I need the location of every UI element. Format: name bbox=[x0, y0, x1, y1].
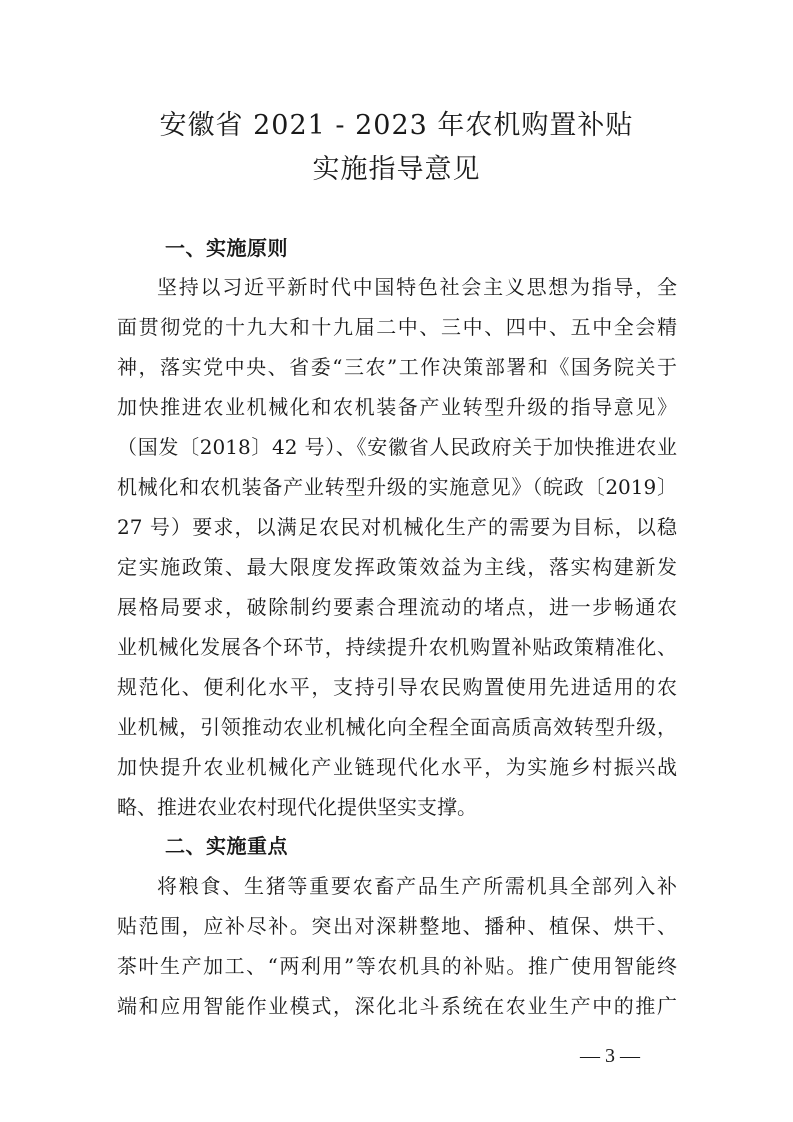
paragraph-line: 略、推进农业农村现代化提供坚实支撑。 bbox=[117, 795, 477, 819]
paragraph-line: 展格局要求，破除制约要素合理流动的堵点，进一步畅通农 bbox=[117, 595, 677, 619]
document-title: 安徽省 2021 - 2023 年农机购置补贴 bbox=[159, 110, 634, 141]
paragraph-line: 规范化、便利化水平，支持引导农民购置使用先进适用的农 bbox=[117, 675, 677, 699]
paragraph-line: 定实施政策、最大限度发挥政策效益为主线，落实构建新发 bbox=[117, 555, 677, 579]
document-title-subtitle: 实施指导意见 bbox=[312, 154, 481, 185]
paragraph-line: 坚持以习近平新时代中国特色社会主义思想为指导，全 bbox=[157, 275, 677, 299]
paragraph-line: 面贯彻党的十九大和十九届二中、三中、四中、五中全会精 bbox=[117, 315, 677, 339]
section-heading-priorities: 二、实施重点 bbox=[165, 834, 288, 858]
paragraph-line: 业机械化发展各个环节，持续提升农机购置补贴政策精准化、 bbox=[117, 635, 677, 659]
paragraph-line: 加快推进农业机械化和农机装备产业转型升级的指导意见》 bbox=[117, 395, 677, 419]
paragraph-line: 将粮食、生猪等重要农畜产品生产所需机具全部列入补 bbox=[157, 874, 677, 898]
paragraph-line: 茶叶生产加工、“两利用”等农机具的补贴。推广使用智能终 bbox=[117, 954, 677, 978]
paragraph-line: 机械化和农机装备产业转型升级的实施意见》（皖政〔2019〕 bbox=[117, 475, 677, 499]
paragraph-line: 加快提升农业机械化产业链现代化水平，为实施乡村振兴战 bbox=[117, 755, 677, 779]
paragraph-line: 贴范围，应补尽补。突出对深耕整地、播种、植保、烘干、 bbox=[117, 914, 677, 938]
section-heading-principles: 一、实施原则 bbox=[165, 236, 288, 260]
paragraph-line: （国发〔2018〕42 号）、《安徽省人民政府关于加快推进农业 bbox=[117, 435, 677, 459]
page-number: — 3 — bbox=[580, 1045, 640, 1067]
paragraph-line: 业机械，引领推动农业机械化向全程全面高质高效转型升级， bbox=[117, 715, 677, 739]
paragraph-line: 27 号）要求，以满足农民对机械化生产的需要为目标，以稳 bbox=[117, 515, 677, 539]
paragraph-line: 端和应用智能作业模式，深化北斗系统在农业生产中的推广 bbox=[117, 994, 677, 1018]
paragraph-line: 神，落实党中央、省委“三农”工作决策部署和《国务院关于 bbox=[117, 355, 677, 379]
